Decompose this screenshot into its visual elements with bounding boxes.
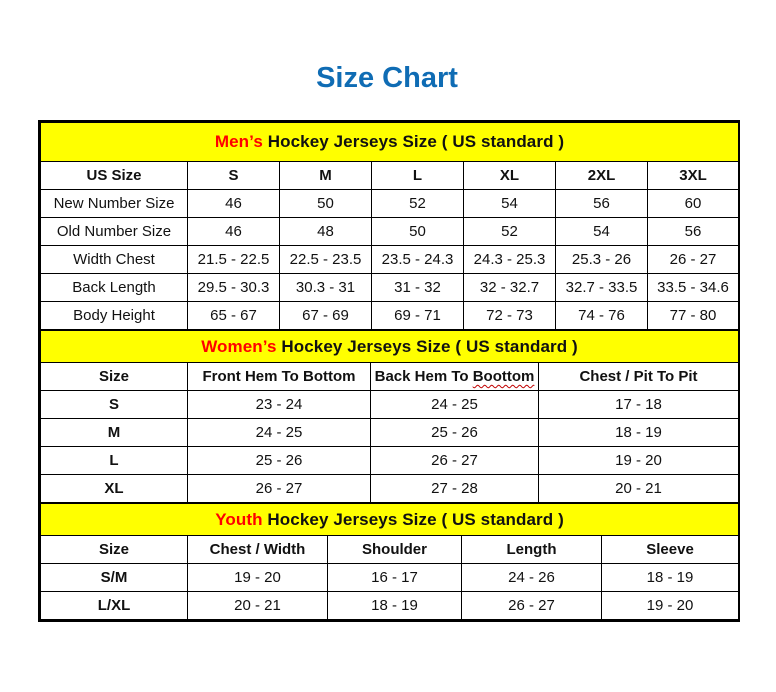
mens-cell: 69 - 71 — [372, 302, 464, 330]
mens-col-header: 3XL — [648, 162, 739, 190]
youth-cell: 19 - 20 — [188, 564, 328, 592]
mens-row-label: Body Height — [41, 302, 188, 330]
youth-col-header: Sleeve — [602, 536, 739, 564]
youth-cell: 26 - 27 — [462, 592, 602, 620]
mens-section-title-highlight: Men’s — [214, 132, 263, 151]
mens-row-label: Width Chest — [41, 246, 188, 274]
womens-section-title-highlight: Women’s — [201, 336, 277, 356]
table-row — [41, 190, 739, 218]
youth-col-header: Shoulder — [328, 536, 462, 564]
womens-section-title-rest: Hockey Jerseys Size ( US standard ) — [276, 336, 578, 356]
mens-cell: 24.3 - 25.3 — [464, 246, 556, 274]
mens-cell: 67 - 69 — [280, 302, 372, 330]
table-row — [41, 274, 739, 302]
youth-col-header: Length — [462, 536, 602, 564]
youth-size-table — [40, 503, 739, 620]
mens-cell: 72 - 73 — [464, 302, 556, 330]
mens-cell: 56 — [556, 190, 648, 218]
mens-cell: 22.5 - 23.5 — [280, 246, 372, 274]
youth-section-title-highlight: Youth — [215, 509, 263, 529]
youth-section-title — [41, 504, 739, 536]
mens-cell: 29.5 - 30.3 — [188, 274, 280, 302]
mens-cell: 52 — [372, 190, 464, 218]
mens-cell: 31 - 32 — [372, 274, 464, 302]
womens-cell: 26 - 27 — [188, 475, 371, 503]
mens-row-label: New Number Size — [41, 190, 188, 218]
womens-row-label: S — [41, 391, 188, 419]
mens-cell: 54 — [556, 218, 648, 246]
size-tables-container — [38, 120, 740, 622]
mens-cell: 33.5 - 34.6 — [648, 274, 739, 302]
mens-col-header: US Size — [41, 162, 188, 190]
mens-cell: 50 — [372, 218, 464, 246]
womens-cell: 23 - 24 — [188, 391, 371, 419]
mens-col-header: XL — [464, 162, 556, 190]
womens-cell: 19 - 20 — [539, 447, 739, 475]
womens-row-label: M — [41, 419, 188, 447]
womens-cell: 24 - 25 — [188, 419, 371, 447]
mens-cell: 25.3 - 26 — [556, 246, 648, 274]
mens-cell: 54 — [464, 190, 556, 218]
table-row — [41, 391, 739, 419]
mens-cell: 32.7 - 33.5 — [556, 274, 648, 302]
back-hem-misspelled-word: Boottom — [472, 368, 535, 385]
mens-cell: 56 — [648, 218, 739, 246]
womens-col-header: Chest / Pit To Pit — [539, 363, 739, 391]
youth-cell: 24 - 26 — [462, 564, 602, 592]
youth-col-header: Size — [41, 536, 188, 564]
mens-cell: 21.5 - 22.5 — [188, 246, 280, 274]
mens-section-title — [41, 123, 739, 162]
size-chart-sheet — [38, 0, 736, 622]
mens-row-label: Old Number Size — [41, 218, 188, 246]
youth-cell: 19 - 20 — [602, 592, 739, 620]
youth-col-header: Chest / Width — [188, 536, 328, 564]
mens-cell: 32 - 32.7 — [464, 274, 556, 302]
womens-size-table — [40, 330, 739, 503]
womens-cell: 20 - 21 — [539, 475, 739, 503]
womens-header-row — [41, 363, 739, 391]
womens-cell: 17 - 18 — [539, 391, 739, 419]
womens-row-label: L — [41, 447, 188, 475]
mens-cell: 46 — [188, 190, 280, 218]
womens-cell: 27 - 28 — [371, 475, 539, 503]
page-title: Size Chart — [316, 62, 458, 94]
mens-col-header: 2XL — [556, 162, 648, 190]
mens-col-header: L — [372, 162, 464, 190]
womens-row-label: XL — [41, 475, 188, 503]
mens-cell: 30.3 - 31 — [280, 274, 372, 302]
womens-cell: 18 - 19 — [539, 419, 739, 447]
mens-cell: 48 — [280, 218, 372, 246]
youth-cell: 16 - 17 — [328, 564, 462, 592]
mens-cell: 60 — [648, 190, 739, 218]
womens-col-header: Front Hem To Bottom — [188, 363, 371, 391]
table-row — [41, 419, 739, 447]
youth-row-label: S/M — [41, 564, 188, 592]
womens-cell: 25 - 26 — [371, 419, 539, 447]
mens-cell: 65 - 67 — [188, 302, 280, 330]
mens-cell: 46 — [188, 218, 280, 246]
youth-section-title-rest: Hockey Jerseys Size ( US standard ) — [262, 509, 564, 529]
table-row — [41, 218, 739, 246]
table-row — [41, 564, 739, 592]
mens-header-row — [41, 162, 739, 190]
womens-section-title — [41, 331, 739, 363]
womens-col-header-back-hem — [371, 363, 539, 391]
youth-cell: 18 - 19 — [328, 592, 462, 620]
mens-size-table — [40, 122, 739, 330]
womens-section-band — [41, 331, 739, 363]
table-row — [41, 592, 739, 620]
mens-cell: 52 — [464, 218, 556, 246]
mens-cell: 74 - 76 — [556, 302, 648, 330]
youth-cell: 18 - 19 — [602, 564, 739, 592]
womens-cell: 25 - 26 — [188, 447, 371, 475]
table-row — [41, 246, 739, 274]
mens-section-band — [41, 123, 739, 162]
table-row — [41, 475, 739, 503]
mens-cell: 26 - 27 — [648, 246, 739, 274]
mens-cell: 77 - 80 — [648, 302, 739, 330]
back-hem-prefix: Back Hem To — [374, 368, 473, 385]
youth-section-band — [41, 504, 739, 536]
youth-header-row — [41, 536, 739, 564]
womens-cell: 24 - 25 — [371, 391, 539, 419]
mens-col-header: S — [188, 162, 280, 190]
youth-cell: 20 - 21 — [188, 592, 328, 620]
youth-row-label: L/XL — [41, 592, 188, 620]
mens-cell: 50 — [280, 190, 372, 218]
mens-row-label: Back Length — [41, 274, 188, 302]
mens-section-title-rest: Hockey Jerseys Size ( US standard ) — [262, 132, 565, 151]
table-row — [41, 302, 739, 330]
womens-cell: 26 - 27 — [371, 447, 539, 475]
table-row — [41, 447, 739, 475]
mens-col-header: M — [280, 162, 372, 190]
mens-cell: 23.5 - 24.3 — [372, 246, 464, 274]
womens-col-header: Size — [41, 363, 188, 391]
